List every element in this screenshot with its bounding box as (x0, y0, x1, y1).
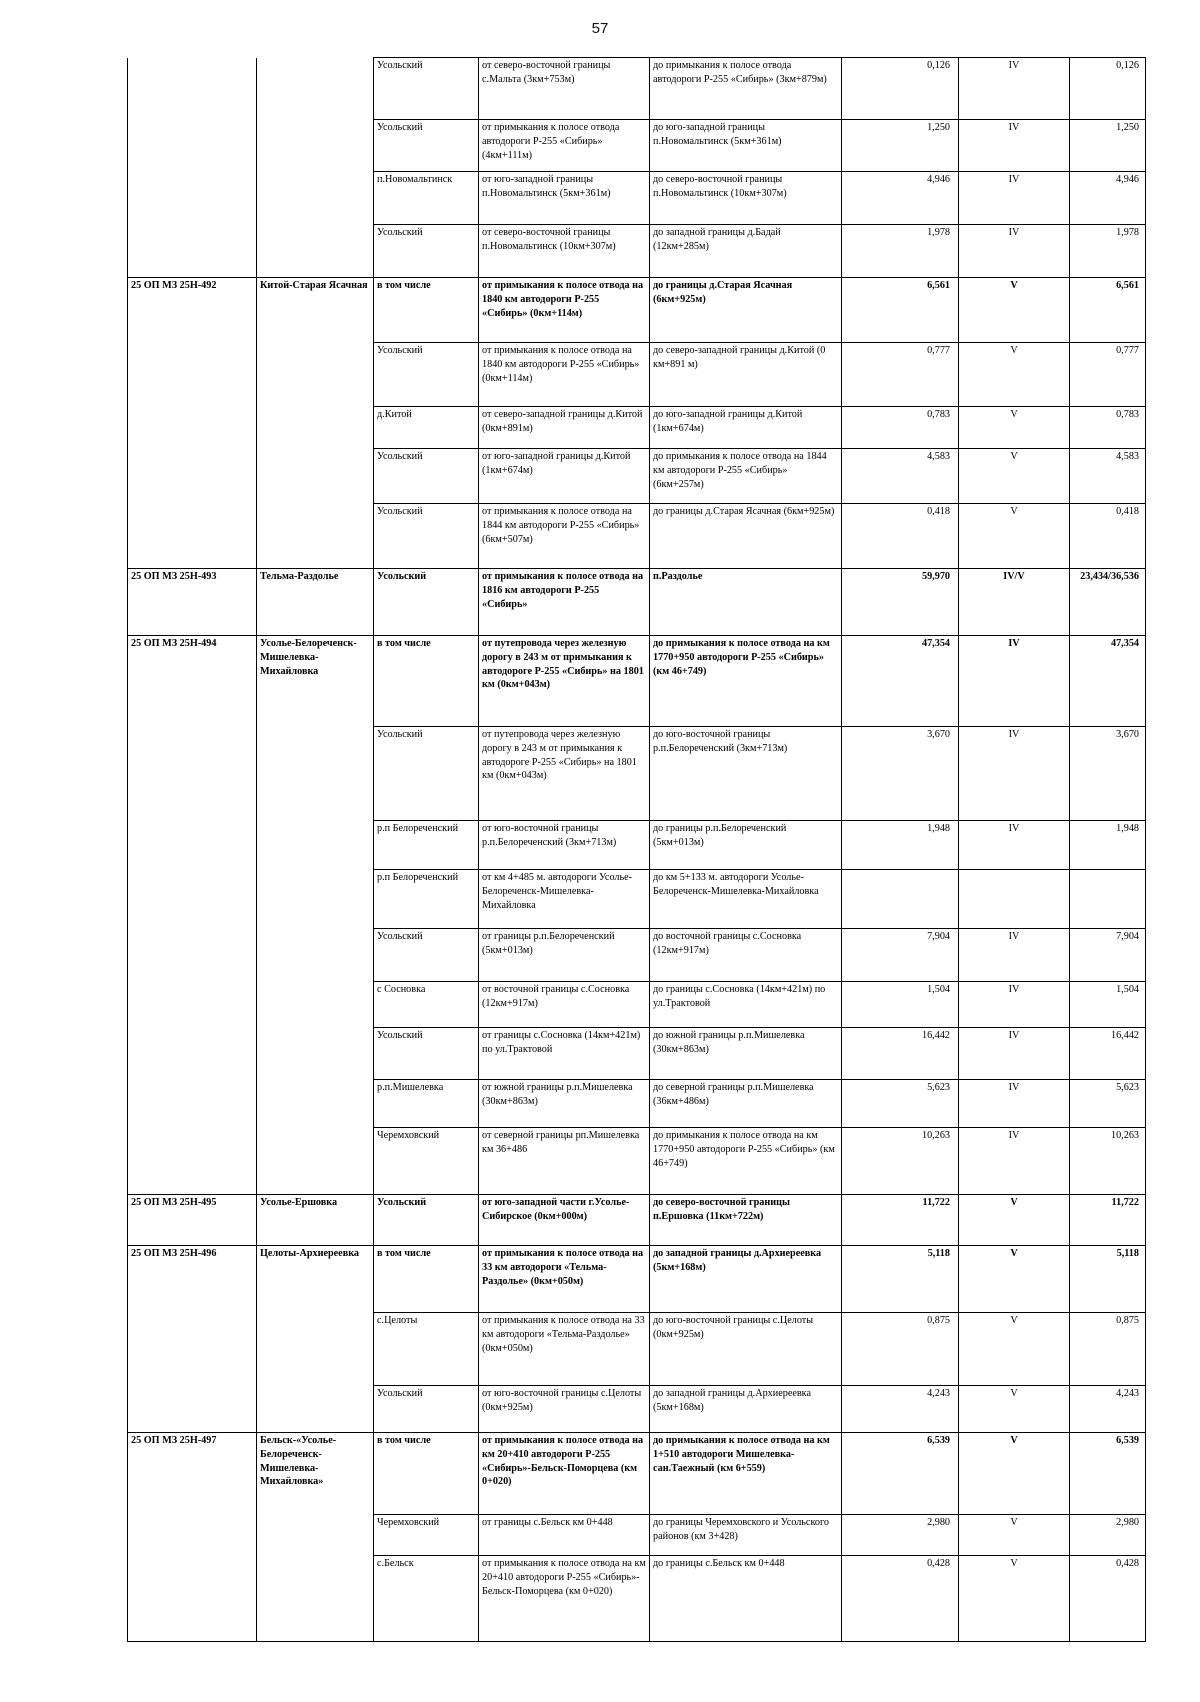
segment-from-cell: от юго-восточной границы с.Целоты (0км+925м) (479, 1386, 650, 1433)
total-length-cell: 11,722 (1070, 1195, 1146, 1246)
district-cell: Усольский (374, 1028, 479, 1080)
road-category-cell: IV (959, 982, 1070, 1028)
table-row (128, 1128, 1146, 1195)
district-cell: в том числе (374, 1246, 479, 1313)
road-category-cell: IV (959, 1128, 1070, 1195)
segment-from-cell: от путепровода через железную дорогу в 243 м от примыкания к автодороге Р-255 «Сибирь» на 1801 км (0км+043м) (479, 727, 650, 821)
district-cell: Черемховский (374, 1128, 479, 1195)
total-length-cell: 6,561 (1070, 278, 1146, 343)
total-length-cell: 0,418 (1070, 504, 1146, 569)
segment-from-cell: от примыкания к полосе отвода на км 20+410 автодороги Р-255 «Сибирь»-Бельск-Поморцева (км 0+020) (479, 1433, 650, 1515)
road-category-cell: V (959, 407, 1070, 449)
district-cell: Черемховский (374, 1515, 479, 1556)
district-cell: Усольский (374, 929, 479, 982)
segment-from-cell: от примыкания к полосе отвода автодороги Р-255 «Сибирь» (4км+111м) (479, 120, 650, 172)
total-length-cell: 0,428 (1070, 1556, 1146, 1642)
road-category-cell: V (959, 1246, 1070, 1313)
table-row (128, 1028, 1146, 1080)
segment-from-cell: от северо-восточной границы с.Мальта (3км+753м) (479, 58, 650, 120)
road-id-cell (128, 870, 257, 929)
road-category-cell: V (959, 1313, 1070, 1386)
table-row (128, 504, 1146, 569)
road-category-cell: IV (959, 225, 1070, 278)
total-length-cell: 1,948 (1070, 821, 1146, 870)
total-length-cell: 6,539 (1070, 1433, 1146, 1515)
table-row (128, 1556, 1146, 1642)
total-length-cell: 0,777 (1070, 343, 1146, 407)
segment-to-cell: до западной границы д.Архиереевка (5км+168м) (650, 1386, 842, 1433)
page-number: 57 (591, 20, 609, 37)
road-id-cell: 25 ОП МЗ 25Н-494 (128, 636, 257, 727)
road-name-cell: Бельск-«Усолье-Белореченск-Мишелевка-Михайловка» (257, 1433, 374, 1515)
road-name-cell (257, 449, 374, 504)
length-km-cell: 1,978 (842, 225, 959, 278)
length-km-cell: 0,126 (842, 58, 959, 120)
table-row (128, 1195, 1146, 1246)
road-name-cell: Усолье-Белореченск-Мишелевка-Михайловка (257, 636, 374, 727)
road-name-cell (257, 172, 374, 225)
segment-from-cell: от путепровода через железную дорогу в 243 м от примыкания к автодороге Р-255 «Сибирь» на 1801 км (0км+043м) (479, 636, 650, 727)
segment-from-cell: от юго-восточной границы р.п.Белореченский (3км+713м) (479, 821, 650, 870)
segment-from-cell: от примыкания к полосе отвода на км 20+410 автодороги Р-255 «Сибирь»-Бельск-Поморцева (км 0+020) (479, 1556, 650, 1642)
total-length-cell: 2,980 (1070, 1515, 1146, 1556)
road-name-cell (257, 504, 374, 569)
length-km-cell: 4,946 (842, 172, 959, 225)
table-row (128, 225, 1146, 278)
segment-from-cell: от юго-западной части г.Усолье-Сибирское (0км+000м) (479, 1195, 650, 1246)
length-km-cell: 7,904 (842, 929, 959, 982)
table-row (128, 870, 1146, 929)
segment-to-cell: до примыкания к полосе отвода на 1844 км автодороги Р-255 «Сибирь» (6км+257м) (650, 449, 842, 504)
road-category-cell: V (959, 1556, 1070, 1642)
table-row (128, 636, 1146, 727)
length-km-cell: 59,970 (842, 569, 959, 636)
road-id-cell (128, 1386, 257, 1433)
road-id-cell (128, 821, 257, 870)
length-km-cell: 5,623 (842, 1080, 959, 1128)
length-km-cell: 11,722 (842, 1195, 959, 1246)
road-category-cell: IV (959, 172, 1070, 225)
segment-from-cell: от северной границы рп.Мишелевка км 36+486 (479, 1128, 650, 1195)
road-id-cell (128, 58, 257, 120)
table-row (128, 1313, 1146, 1386)
district-cell: Усольский (374, 727, 479, 821)
segment-to-cell: до юго-восточной границы р.п.Белореченский (3км+713м) (650, 727, 842, 821)
road-category-cell: V (959, 1195, 1070, 1246)
district-cell: Усольский (374, 504, 479, 569)
road-id-cell: 25 ОП МЗ 25Н-495 (128, 1195, 257, 1246)
length-km-cell: 3,670 (842, 727, 959, 821)
segment-to-cell: до км 5+133 м. автодороги Усолье-Белореченск-Мишелевка-Михайловка (650, 870, 842, 929)
road-name-cell: Усолье-Ершовка (257, 1195, 374, 1246)
table-row (128, 172, 1146, 225)
road-name-cell (257, 870, 374, 929)
segment-from-cell: от границы с.Бельск км 0+448 (479, 1515, 650, 1556)
segment-from-cell: от примыкания к полосе отвода на 1816 км автодороги Р-255 «Сибирь» (479, 569, 650, 636)
segment-from-cell: от примыкания к полосе отвода на 1844 км автодороги Р-255 «Сибирь» (6км+507м) (479, 504, 650, 569)
district-cell: Усольский (374, 1386, 479, 1433)
road-id-cell: 25 ОП МЗ 25Н-497 (128, 1433, 257, 1515)
length-km-cell: 10,263 (842, 1128, 959, 1195)
table-row (128, 58, 1146, 120)
road-name-cell (257, 1128, 374, 1195)
table-row (128, 343, 1146, 407)
length-km-cell: 1,250 (842, 120, 959, 172)
table-row (128, 407, 1146, 449)
road-category-cell: V (959, 1433, 1070, 1515)
total-length-cell: 10,263 (1070, 1128, 1146, 1195)
length-km-cell: 6,539 (842, 1433, 959, 1515)
segment-from-cell: от юго-западной границы д.Китой (1км+674м) (479, 449, 650, 504)
table-row (128, 569, 1146, 636)
segment-to-cell: до границы д.Старая Ясачная (6км+925м) (650, 504, 842, 569)
road-id-cell (128, 982, 257, 1028)
length-km-cell: 16,442 (842, 1028, 959, 1080)
length-km-cell: 0,875 (842, 1313, 959, 1386)
road-name-cell (257, 1386, 374, 1433)
segment-to-cell: до северо-западной границы д.Китой (0 км+891 м) (650, 343, 842, 407)
table-row (128, 278, 1146, 343)
road-category-cell: V (959, 1386, 1070, 1433)
table-row (128, 821, 1146, 870)
total-length-cell: 1,250 (1070, 120, 1146, 172)
road-id-cell (128, 343, 257, 407)
road-category-cell: V (959, 278, 1070, 343)
road-name-cell (257, 225, 374, 278)
road-name-cell (257, 982, 374, 1028)
road-category-cell: V (959, 343, 1070, 407)
road-name-cell (257, 1028, 374, 1080)
segment-from-cell: от северо-восточной границы п.Новомальтинск (10км+307м) (479, 225, 650, 278)
total-length-cell: 7,904 (1070, 929, 1146, 982)
segment-to-cell: до границы Черемховского и Усольского районов (км 3+428) (650, 1515, 842, 1556)
segment-from-cell: от примыкания к полосе отвода на 33 км автодороги «Тельма-Раздолье» (0км+050м) (479, 1313, 650, 1386)
segment-from-cell: от примыкания к полосе отвода на 1840 км автодороги Р-255 «Сибирь» (0км+114м) (479, 343, 650, 407)
road-id-cell: 25 ОП МЗ 25Н-493 (128, 569, 257, 636)
road-id-cell (128, 449, 257, 504)
length-km-cell: 1,948 (842, 821, 959, 870)
road-name-cell (257, 343, 374, 407)
district-cell: р.п.Мишелевка (374, 1080, 479, 1128)
road-id-cell: 25 ОП МЗ 25Н-492 (128, 278, 257, 343)
length-km-cell: 0,783 (842, 407, 959, 449)
segment-to-cell: до северной границы р.п.Мишелевка (36км+486м) (650, 1080, 842, 1128)
table-row (128, 1246, 1146, 1313)
segment-from-cell: от северо-западной границы д.Китой (0км+891м) (479, 407, 650, 449)
total-length-cell: 47,354 (1070, 636, 1146, 727)
total-length-cell: 0,783 (1070, 407, 1146, 449)
segment-from-cell: от юго-западной границы п.Новомальтинск (5км+361м) (479, 172, 650, 225)
segment-to-cell: до южной границы р.п.Мишелевка (30км+863м) (650, 1028, 842, 1080)
segment-to-cell: п.Раздолье (650, 569, 842, 636)
table-row (128, 1386, 1146, 1433)
district-cell: с Сосновка (374, 982, 479, 1028)
district-cell: с.Бельск (374, 1556, 479, 1642)
table-row (128, 727, 1146, 821)
segment-to-cell: до примыкания к полосе отвода на км 1770+950 автодороги Р-255 «Сибирь» (км 46+749) (650, 636, 842, 727)
district-cell: с.Целоты (374, 1313, 479, 1386)
road-category-cell: V (959, 449, 1070, 504)
segment-from-cell: от км 4+485 м. автодороги Усолье-Белореченск-Мишелевка-Михайловка (479, 870, 650, 929)
district-cell: д.Китой (374, 407, 479, 449)
segment-to-cell: до западной границы д.Бадай (12км+285м) (650, 225, 842, 278)
segment-from-cell: от примыкания к полосе отвода на 1840 км автодороги Р-255 «Сибирь» (0км+114м) (479, 278, 650, 343)
road-id-cell (128, 1313, 257, 1386)
road-id-cell (128, 504, 257, 569)
total-length-cell: 1,504 (1070, 982, 1146, 1028)
road-category-cell: IV (959, 58, 1070, 120)
district-cell: в том числе (374, 636, 479, 727)
road-id-cell (128, 407, 257, 449)
road-category-cell: IV (959, 1028, 1070, 1080)
length-km-cell: 6,561 (842, 278, 959, 343)
road-category-cell: IV (959, 1080, 1070, 1128)
length-km-cell: 0,418 (842, 504, 959, 569)
road-name-cell (257, 1556, 374, 1642)
road-category-cell (959, 870, 1070, 929)
road-id-cell (128, 1028, 257, 1080)
road-id-cell (128, 120, 257, 172)
road-category-cell: IV/V (959, 569, 1070, 636)
segment-to-cell: до примыкания к полосе отвода на км 1770+950 автодороги Р-255 «Сибирь» (км 46+749) (650, 1128, 842, 1195)
length-km-cell: 4,583 (842, 449, 959, 504)
table-row (128, 1515, 1146, 1556)
length-km-cell: 0,428 (842, 1556, 959, 1642)
total-length-cell: 1,978 (1070, 225, 1146, 278)
road-name-cell (257, 120, 374, 172)
road-name-cell (257, 727, 374, 821)
road-name-cell: Тельма-Раздолье (257, 569, 374, 636)
district-cell: р.п Белореченский (374, 870, 479, 929)
total-length-cell: 16,442 (1070, 1028, 1146, 1080)
district-cell: Усольский (374, 58, 479, 120)
road-id-cell: 25 ОП МЗ 25Н-496 (128, 1246, 257, 1313)
road-name-cell (257, 407, 374, 449)
length-km-cell: 4,243 (842, 1386, 959, 1433)
segment-to-cell: до западной границы д.Архиереевка (5км+168м) (650, 1246, 842, 1313)
length-km-cell: 1,504 (842, 982, 959, 1028)
segment-to-cell: до юго-западной границы п.Новомальтинск (5км+361м) (650, 120, 842, 172)
total-length-cell: 5,623 (1070, 1080, 1146, 1128)
segment-to-cell: до границы с.Бельск км 0+448 (650, 1556, 842, 1642)
segment-to-cell: до примыкания к полосе отвода автодороги Р-255 «Сибирь» (3км+879м) (650, 58, 842, 120)
road-id-cell (128, 1515, 257, 1556)
total-length-cell (1070, 870, 1146, 929)
road-name-cell (257, 1515, 374, 1556)
segment-from-cell: от восточной границы с.Сосновка (12км+917м) (479, 982, 650, 1028)
district-cell: Усольский (374, 225, 479, 278)
road-category-cell: IV (959, 929, 1070, 982)
road-category-cell: IV (959, 727, 1070, 821)
road-id-cell (128, 1080, 257, 1128)
table-row (128, 1080, 1146, 1128)
road-register-body (128, 58, 1146, 1642)
length-km-cell: 0,777 (842, 343, 959, 407)
district-cell: Усольский (374, 569, 479, 636)
road-id-cell (128, 225, 257, 278)
segment-from-cell: от южной границы р.п.Мишелевка (30км+863м) (479, 1080, 650, 1128)
table-row (128, 1433, 1146, 1515)
road-id-cell (128, 1128, 257, 1195)
segment-from-cell: от границы с.Сосновка (14км+421м) по ул.Трактовой (479, 1028, 650, 1080)
road-name-cell: Китой-Старая Ясачная (257, 278, 374, 343)
road-id-cell (128, 1556, 257, 1642)
road-category-cell: IV (959, 821, 1070, 870)
total-length-cell: 4,243 (1070, 1386, 1146, 1433)
segment-to-cell: до юго-западной границы д.Китой (1км+674м) (650, 407, 842, 449)
district-cell: Усольский (374, 343, 479, 407)
district-cell: Усольский (374, 1195, 479, 1246)
segment-to-cell: до северо-восточной границы п.Новомальтинск (10км+307м) (650, 172, 842, 225)
total-length-cell: 23,434/36,536 (1070, 569, 1146, 636)
district-cell: р.п Белореченский (374, 821, 479, 870)
road-category-cell: IV (959, 636, 1070, 727)
length-km-cell: 5,118 (842, 1246, 959, 1313)
segment-to-cell: до восточной границы с.Сосновка (12км+917м) (650, 929, 842, 982)
road-category-cell: V (959, 504, 1070, 569)
segment-to-cell: до юго-восточной границы с.Целоты (0км+925м) (650, 1313, 842, 1386)
total-length-cell: 4,583 (1070, 449, 1146, 504)
segment-from-cell: от границы р.п.Белореченский (5км+013м) (479, 929, 650, 982)
segment-to-cell: до северо-восточной границы п.Ершовка (11км+722м) (650, 1195, 842, 1246)
length-km-cell: 47,354 (842, 636, 959, 727)
table-row (128, 449, 1146, 504)
road-id-cell (128, 727, 257, 821)
segment-from-cell: от примыкания к полосе отвода на 33 км автодороги «Тельма-Раздолье» (0км+050м) (479, 1246, 650, 1313)
length-km-cell: 2,980 (842, 1515, 959, 1556)
road-id-cell (128, 172, 257, 225)
road-name-cell (257, 1080, 374, 1128)
total-length-cell: 3,670 (1070, 727, 1146, 821)
district-cell: п.Новомальтинск (374, 172, 479, 225)
road-category-cell: V (959, 1515, 1070, 1556)
road-name-cell (257, 58, 374, 120)
total-length-cell: 0,875 (1070, 1313, 1146, 1386)
segment-to-cell: до границы с.Сосновка (14км+421м) по ул.Трактовой (650, 982, 842, 1028)
road-name-cell (257, 1313, 374, 1386)
length-km-cell (842, 870, 959, 929)
district-cell: Усольский (374, 449, 479, 504)
road-name-cell (257, 821, 374, 870)
segment-to-cell: до границы д.Старая Ясачная (6км+925м) (650, 278, 842, 343)
road-name-cell: Целоты-Архиереевка (257, 1246, 374, 1313)
district-cell: Усольский (374, 120, 479, 172)
total-length-cell: 0,126 (1070, 58, 1146, 120)
district-cell: в том числе (374, 1433, 479, 1515)
road-category-cell: IV (959, 120, 1070, 172)
table-row (128, 120, 1146, 172)
table-row (128, 929, 1146, 982)
segment-to-cell: до примыкания к полосе отвода на км 1+510 автодороги Мишелевка-сан.Таежный (км 6+559) (650, 1433, 842, 1515)
road-register-table (127, 57, 1146, 1642)
road-id-cell (128, 929, 257, 982)
road-name-cell (257, 929, 374, 982)
total-length-cell: 4,946 (1070, 172, 1146, 225)
segment-to-cell: до границы р.п.Белореченский (5км+013м) (650, 821, 842, 870)
table-row (128, 982, 1146, 1028)
total-length-cell: 5,118 (1070, 1246, 1146, 1313)
district-cell: в том числе (374, 278, 479, 343)
